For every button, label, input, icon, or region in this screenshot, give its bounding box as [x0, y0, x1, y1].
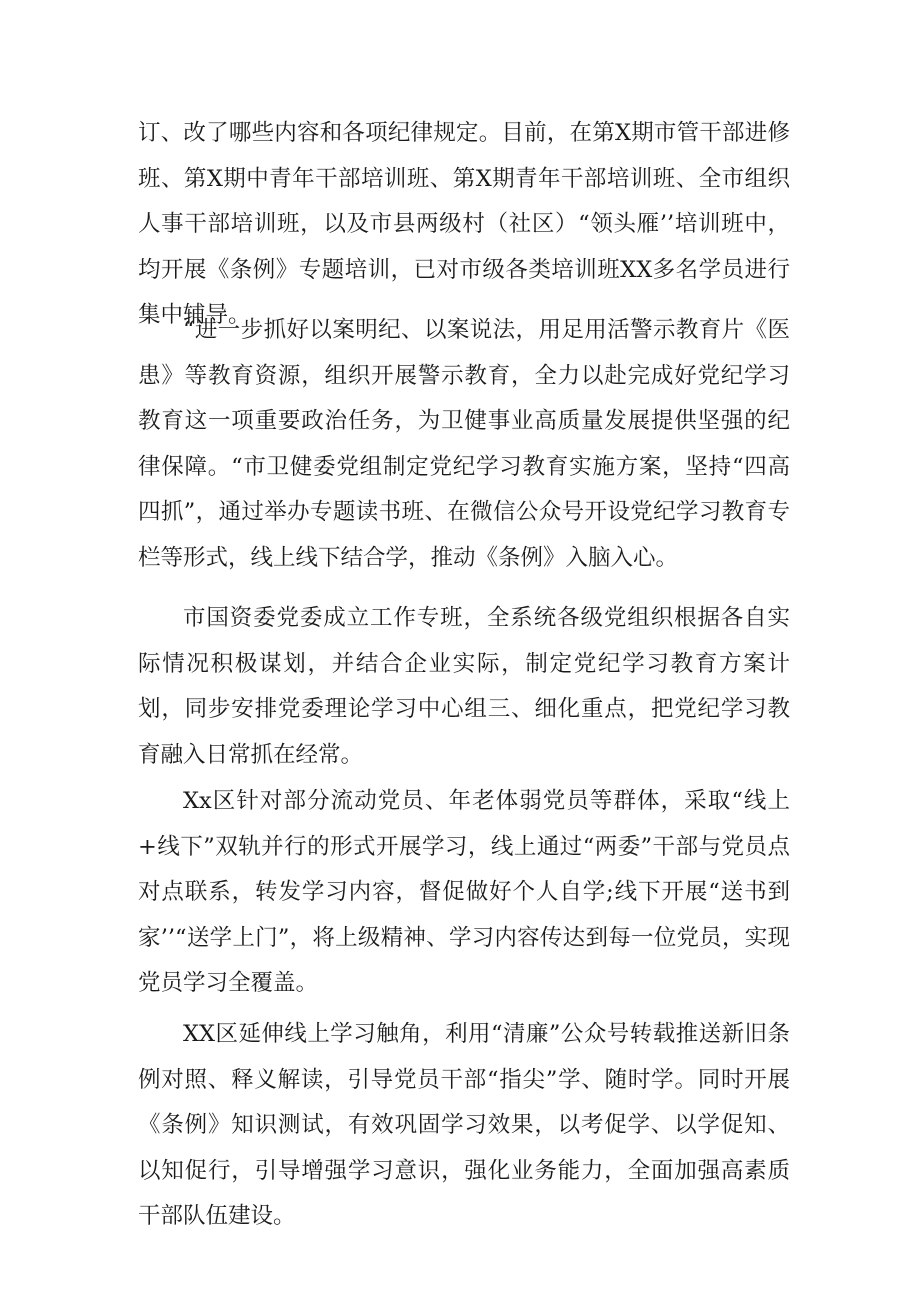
paragraph-4: Xx区针对部分流动党员、年老体弱党员等群体，采取“线上+线下”双轨并行的形式开展学习，线上通过“两委”干部与党员点对点联系，转发学习内容，督促做好个人自学;线下开展“送书到家’’“送学上门”，将上级精神、学习内容传达到每一位党员，实现党员学习全覆盖。: [138, 788, 790, 996]
paragraph-1: 订、改了哪些内容和各项纪律规定。目前，在第X期市管干部进修班、第X期中青年干部培训班、第X期青年干部培训班、全市组织人事干部培训班，以及市县两级村（社区）“领头雁’’培训班中，均开展《条例》专题培训，已对市级各类培训班XX多名学员进行集中辅导。: [138, 120, 790, 328]
paragraph-5: XX区延伸线上学习触角，利用“清廉”公众号转载推送新旧条例对照、释义解读，引导党员干部“指尖”学、随时学。同时开展《条例》知识测试，有效巩固学习效果，以考促学、以学促知、以知促行，引导增强学习意识，强化业务能力，全面加强高素质干部队伍建设。: [138, 1021, 790, 1229]
paragraph-3: 市国资委党委成立工作专班，全系统各级党组织根据各自实际情况积极谋划，并结合企业实际，制定党纪学习教育方案计划，同步安排党委理论学习中心组三、细化重点，把党纪学习教育融入日常抓在经常。: [138, 605, 790, 768]
paragraph-2: “进一步抓好以案明纪、以案说法，用足用活警示教育片《医患》等教育资源，组织开展警示教育，全力以赴完成好党纪学习教育这一项重要政治任务，为卫健事业高质量发展提供坚强的纪律保障。“市卫健委党组制定党纪学习教育实施方案，坚持“四高四抓”，通过举办专题读书班、在微信公众号开设党纪学习教育专栏等形式，线上线下结合学，推动《条例》入脑入心。: [138, 317, 790, 571]
